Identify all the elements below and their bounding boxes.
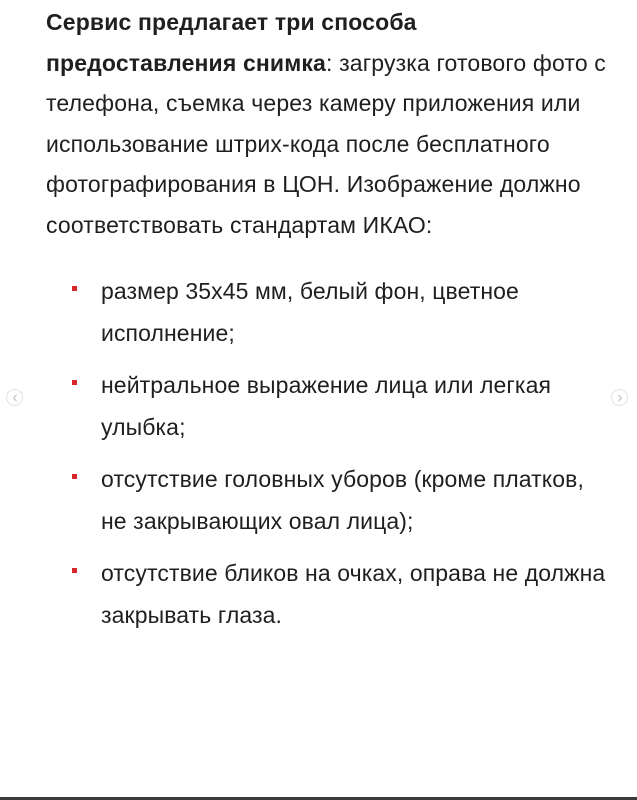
- list-item-text: размер 35х45 мм, белый фон, цветное исполнение;: [101, 278, 519, 346]
- intro-text: : загрузка готового фото с телефона, съемка через камеру приложения или использование штрих-кода после бесплатного фотографирования в ЦОН. Изображение должно соответствовать стандартам ИКАО:: [46, 49, 606, 238]
- list-item-text: отсутствие головных уборов (кроме платков, не закрывающих овал лица);: [101, 466, 584, 534]
- bullet-marker-icon: [72, 286, 77, 291]
- list-item: [46, 458, 606, 542]
- list-item-text: нейтральное выражение лица или легкая улыбка;: [101, 372, 552, 440]
- intro-lead: Сервис предлагает три способа предоставления снимка: [46, 9, 417, 76]
- bullet-marker-icon: [72, 380, 77, 385]
- list-item-text: отсутствие бликов на очках, оправа не должна закрывать глаза.: [101, 560, 606, 628]
- article-body: [46, 2, 606, 646]
- carousel-prev-button[interactable]: [6, 389, 23, 406]
- chevron-left-icon: [11, 394, 19, 402]
- chevron-right-icon: [616, 394, 624, 402]
- requirements-list: [46, 270, 606, 636]
- bullet-marker-icon: [72, 474, 77, 479]
- bullet-marker-icon: [72, 568, 77, 573]
- carousel-next-button[interactable]: [611, 389, 628, 406]
- list-item: [46, 364, 606, 448]
- list-item: [46, 270, 606, 354]
- intro-paragraph: [46, 2, 606, 245]
- list-item: [46, 552, 606, 636]
